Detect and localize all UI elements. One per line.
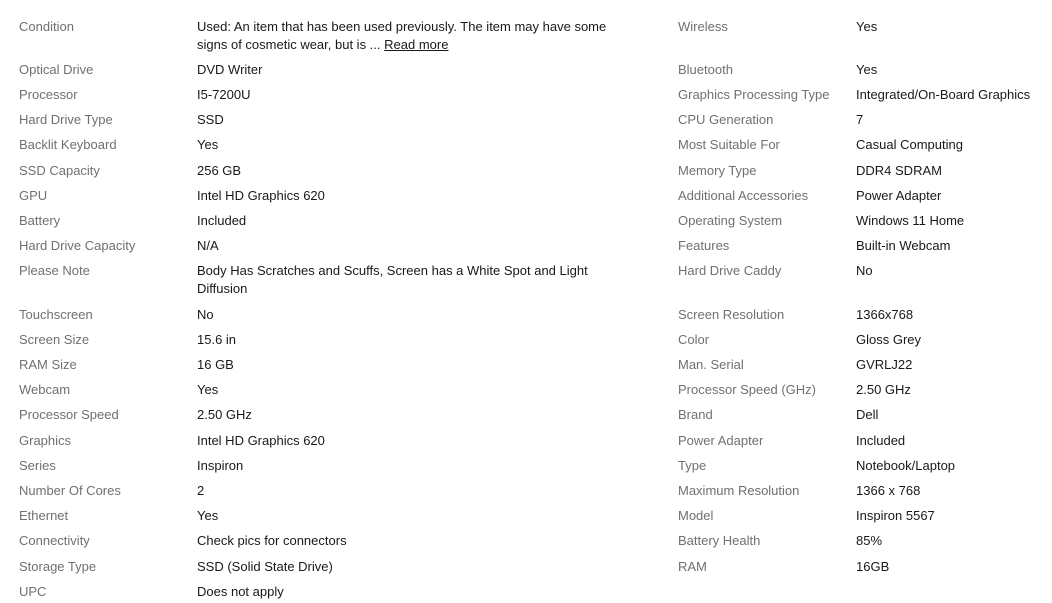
spec-value: Check pics for connectors <box>197 533 347 548</box>
spec-label: Webcam <box>19 382 71 397</box>
spec-row <box>0 162 1052 180</box>
spec-value: Notebook/Laptop <box>856 458 956 473</box>
spec-row <box>0 331 1052 349</box>
spec-value: Intel HD Graphics 620 <box>197 188 325 203</box>
spec-label: Model <box>678 508 714 523</box>
spec-value: DVD Writer <box>197 62 263 77</box>
spec-label: Features <box>678 238 730 253</box>
spec-value: No <box>197 307 214 322</box>
spec-value: 85% <box>856 533 883 548</box>
spec-value: 2 <box>197 483 205 498</box>
spec-value: Body Has Scratches and Scuffs, Screen has a White Spot and Light Diffusion <box>197 263 588 296</box>
spec-row <box>0 482 1052 500</box>
spec-label: Hard Drive Capacity <box>19 238 136 253</box>
spec-row <box>0 457 1052 475</box>
spec-value: 15.6 in <box>197 332 237 347</box>
spec-value: 2.50 GHz <box>197 407 252 422</box>
spec-value: 7 <box>856 112 864 127</box>
spec-row <box>0 61 1052 79</box>
spec-value: Does not apply <box>197 584 284 599</box>
spec-label: SSD Capacity <box>19 163 100 178</box>
spec-label: Power Adapter <box>678 433 764 448</box>
condition-text: Used: An item that has been used previously. The item may have some signs of cosmetic wear, but is ... <box>197 19 607 52</box>
spec-label: Bluetooth <box>678 62 733 77</box>
spec-row <box>0 532 1052 550</box>
spec-row <box>0 381 1052 399</box>
spec-label: Battery Health <box>678 533 761 548</box>
spec-value: 16 GB <box>197 357 234 372</box>
spec-row <box>0 18 1052 52</box>
spec-value: Inspiron <box>197 458 244 473</box>
spec-label: Type <box>678 458 707 473</box>
spec-label: Processor Speed <box>19 407 119 422</box>
spec-label: RAM <box>678 559 707 574</box>
spec-value: DDR4 SDRAM <box>856 163 942 178</box>
spec-label: Most Suitable For <box>678 137 780 152</box>
spec-value: 16GB <box>856 559 890 574</box>
spec-label: Graphics Processing Type <box>678 87 830 102</box>
spec-row <box>0 136 1052 154</box>
spec-row <box>0 306 1052 324</box>
spec-value: Yes <box>197 508 219 523</box>
spec-value: Power Adapter <box>856 188 942 203</box>
spec-label: Storage Type <box>19 559 97 574</box>
spec-label: Man. Serial <box>678 357 744 372</box>
spec-value: SSD <box>197 112 224 127</box>
spec-label: Number Of Cores <box>19 483 121 498</box>
spec-label: Screen Resolution <box>678 307 785 322</box>
spec-label: Processor Speed (GHz) <box>678 382 816 397</box>
spec-value: Included <box>856 433 906 448</box>
spec-label: Maximum Resolution <box>678 483 800 498</box>
spec-value: No <box>856 263 873 278</box>
spec-row <box>0 356 1052 374</box>
spec-label: Condition <box>19 19 74 34</box>
spec-value: N/A <box>197 238 219 253</box>
spec-value <box>197 18 617 54</box>
spec-label: Ethernet <box>19 508 69 523</box>
spec-value: Casual Computing <box>856 137 963 152</box>
spec-row <box>0 406 1052 424</box>
spec-value: Dell <box>856 407 879 422</box>
spec-label: Touchscreen <box>19 307 93 322</box>
read-more-link[interactable]: Read more <box>384 37 449 52</box>
spec-row <box>0 558 1052 576</box>
spec-label: Additional Accessories <box>678 188 809 203</box>
spec-label: GPU <box>19 188 48 203</box>
spec-row <box>0 432 1052 450</box>
spec-label: CPU Generation <box>678 112 774 127</box>
spec-label: Connectivity <box>19 533 90 548</box>
spec-label: Series <box>19 458 56 473</box>
spec-label: Optical Drive <box>19 62 94 77</box>
spec-value: Gloss Grey <box>856 332 922 347</box>
spec-row <box>0 262 1052 296</box>
spec-value: Built-in Webcam <box>856 238 951 253</box>
spec-label: Hard Drive Caddy <box>678 263 782 278</box>
spec-value: Inspiron 5567 <box>856 508 935 523</box>
spec-label: Operating System <box>678 213 783 228</box>
spec-row <box>0 86 1052 104</box>
spec-value: Yes <box>856 19 878 34</box>
spec-value: 1366x768 <box>856 307 914 322</box>
spec-label: UPC <box>19 584 47 599</box>
spec-row <box>0 583 1052 601</box>
spec-value: GVRLJ22 <box>856 357 913 372</box>
spec-label: Color <box>678 332 710 347</box>
spec-value: Yes <box>856 62 878 77</box>
spec-label: Hard Drive Type <box>19 112 113 127</box>
spec-label: Brand <box>678 407 713 422</box>
spec-value: Intel HD Graphics 620 <box>197 433 325 448</box>
spec-value: 256 GB <box>197 163 242 178</box>
spec-value: Yes <box>197 382 219 397</box>
spec-label: Wireless <box>678 19 728 34</box>
spec-row <box>0 507 1052 525</box>
spec-value: SSD (Solid State Drive) <box>197 559 333 574</box>
spec-label: Processor <box>19 87 78 102</box>
spec-label: Backlit Keyboard <box>19 137 117 152</box>
spec-value: Included <box>197 213 247 228</box>
spec-label: Please Note <box>19 263 90 278</box>
spec-value: I5-7200U <box>197 87 251 102</box>
spec-value: Windows 11 Home <box>856 213 965 228</box>
spec-value: Integrated/On-Board Graphics <box>856 87 1031 102</box>
spec-row <box>0 237 1052 255</box>
spec-value: 1366 x 768 <box>856 483 921 498</box>
spec-label: Battery <box>19 213 61 228</box>
spec-row <box>0 187 1052 205</box>
spec-row <box>0 111 1052 129</box>
spec-value: Yes <box>197 137 219 152</box>
spec-label: Screen Size <box>19 332 90 347</box>
spec-label: Graphics <box>19 433 72 448</box>
spec-label: Memory Type <box>678 163 757 178</box>
spec-row <box>0 212 1052 230</box>
spec-value: 2.50 GHz <box>856 382 911 397</box>
spec-label: RAM Size <box>19 357 77 372</box>
